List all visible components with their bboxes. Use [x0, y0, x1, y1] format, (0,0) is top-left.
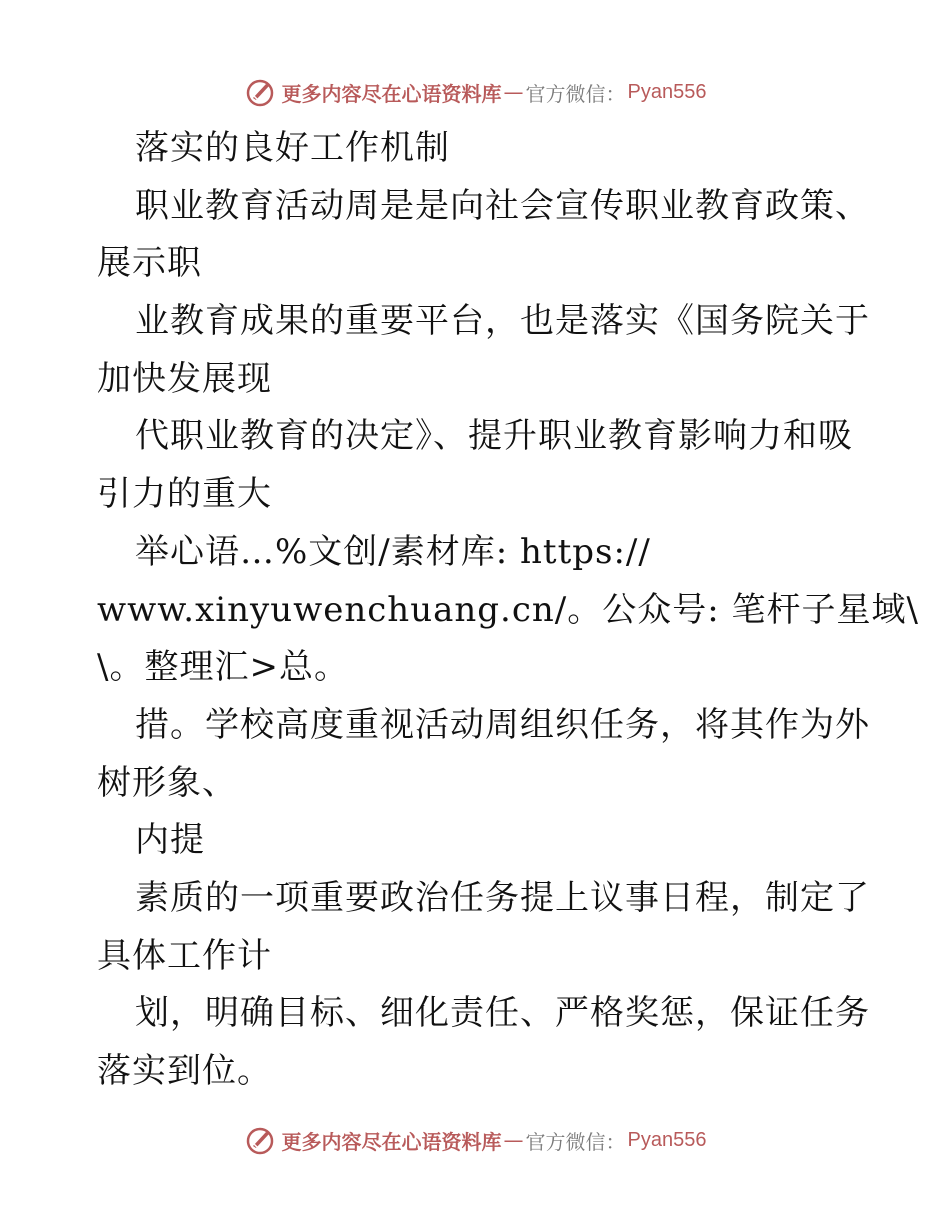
body-line: www.xinyuwenchuang.cn/。公众号: 笔杆子星域\	[97, 589, 919, 630]
body-line: 引力的重大	[97, 474, 272, 515]
watermark-site-text: 更多内容尽在心语资料库	[281, 1129, 502, 1154]
body-line: 素质的一项重要政治任务提上议事日程，制定了	[135, 877, 870, 918]
body-line: 举心语…%文创/素材库: https://	[135, 531, 651, 572]
body-line: 内提	[135, 820, 205, 861]
watermark-separator: —	[503, 1128, 524, 1152]
body-line: 展示职	[97, 243, 202, 284]
body-line: 职业教育活动周是是向社会宣传职业教育政策、	[135, 185, 870, 226]
body-line: 业教育成果的重要平台，也是落实《国务院关于	[135, 301, 870, 342]
footer-watermark	[0, 1120, 950, 1160]
body-line: 具体工作计	[97, 935, 272, 976]
quill-circle-icon	[244, 1124, 276, 1156]
watermark-wechat-label: 官方微信：	[525, 1129, 626, 1154]
body-line: 树形象、	[97, 762, 237, 803]
body-line: 代职业教育的决定》、提升职业教育影响力和吸	[135, 416, 853, 457]
quill-circle-icon	[244, 76, 276, 108]
body-line: 落实的良好工作机制	[135, 128, 450, 168]
watermark-separator: —	[503, 80, 524, 104]
watermark-wechat-id: Pyan556	[627, 80, 707, 103]
body-line: 措。学校高度重视活动周组织任务，将其作为外	[135, 704, 870, 745]
header-watermark	[0, 72, 950, 112]
body-line: 划，明确目标、细化责任、严格奖惩，保证任务	[135, 993, 870, 1034]
document-body	[97, 120, 919, 1101]
body-line: \。整理汇>总。	[97, 647, 349, 688]
watermark-wechat-id: Pyan556	[627, 1128, 707, 1151]
watermark-wechat-label: 官方微信：	[525, 81, 626, 106]
body-line: 落实到位。	[97, 1051, 272, 1091]
watermark-site-text: 更多内容尽在心语资料库	[281, 81, 502, 106]
body-line: 加快发展现	[97, 358, 272, 399]
